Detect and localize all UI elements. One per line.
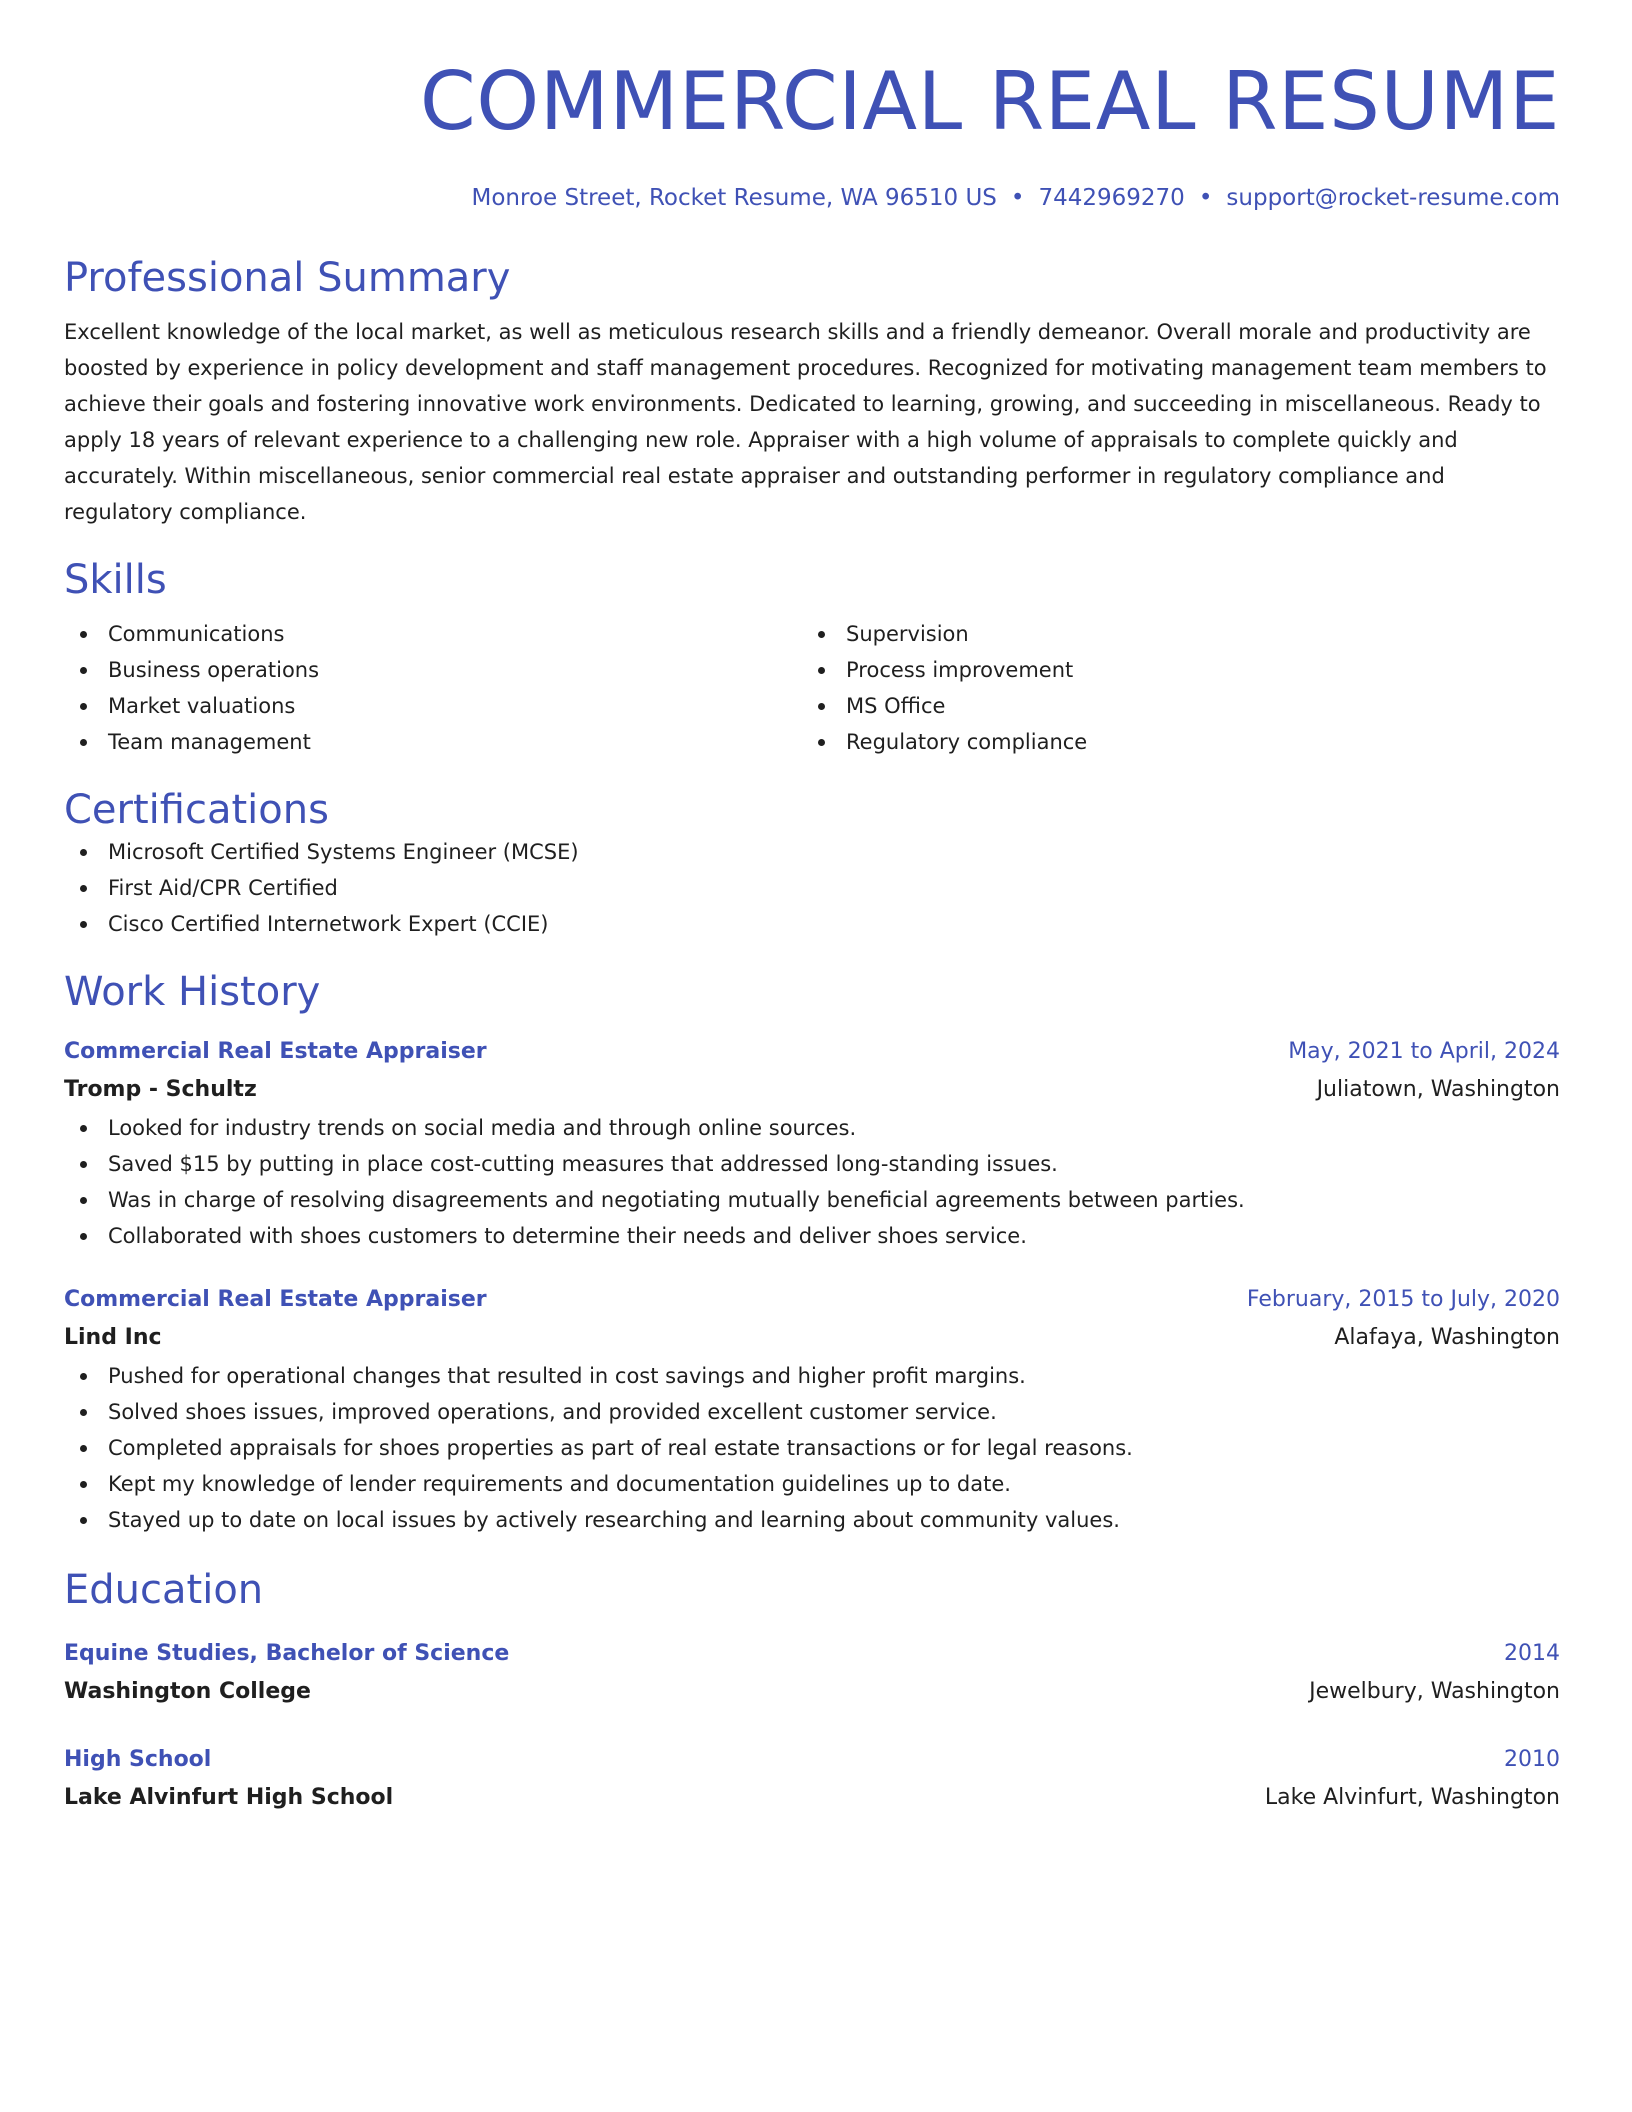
bullet-icon (818, 703, 825, 710)
job-company-row (64, 1070, 1560, 1110)
education-degree: Equine Studies, Bachelor of Science (64, 1641, 510, 1666)
education-header-row (64, 1636, 1560, 1672)
bullet-icon (80, 1125, 87, 1132)
skill-item: Business operations (64, 652, 802, 688)
education-school: Washington College (64, 1679, 311, 1704)
job-entry (64, 1034, 1560, 1254)
skill-item: Market valuations (64, 688, 802, 724)
education-header-row (64, 1742, 1560, 1778)
skills-list-left (64, 616, 802, 760)
contact-separator: • (1010, 185, 1025, 211)
bullet-icon (80, 1409, 87, 1416)
certifications-heading: Certifications (64, 787, 329, 833)
job-header-row (64, 1282, 1560, 1318)
bullet-icon (80, 1445, 87, 1452)
job-title: Commercial Real Estate Appraiser (64, 1287, 487, 1312)
job-location: Juliatown, Washington (1316, 1077, 1560, 1102)
certification-item: First Aid/CPR Certified (64, 870, 1560, 906)
bullet-icon (80, 1481, 87, 1488)
job-bullet: Was in charge of resolving disagreements and negotiating mutually beneficial agreements between parties. (64, 1182, 1560, 1218)
job-bullet: Kept my knowledge of lender requirements and documentation guidelines up to date. (64, 1466, 1560, 1502)
education-school-row (64, 1778, 1560, 1818)
education-school-row (64, 1672, 1560, 1712)
bullet-icon (80, 1197, 87, 1204)
education-entry (64, 1742, 1560, 1818)
job-bullet: Solved shoes issues, improved operations, and provided excellent customer service. (64, 1394, 1560, 1430)
bullet-icon (80, 921, 87, 928)
summary-heading: Professional Summary (64, 255, 511, 301)
certifications-list (64, 834, 1560, 942)
resume-page (64, 52, 1560, 1818)
bullet-icon (80, 739, 87, 746)
job-bullet: Saved $15 by putting in place cost-cutting measures that addressed long-standing issues. (64, 1146, 1560, 1182)
certification-item: Microsoft Certified Systems Engineer (MCSE) (64, 834, 1560, 870)
work-history-heading: Work History (64, 969, 321, 1015)
bullet-icon (80, 1517, 87, 1524)
bullet-icon (80, 1161, 87, 1168)
education-location: Lake Alvinfurt, Washington (1264, 1785, 1560, 1810)
skills-heading: Skills (64, 557, 167, 603)
bullet-icon (80, 631, 87, 638)
education-entry (64, 1636, 1560, 1712)
resume-name: COMMERCIAL REAL RESUME (419, 55, 1560, 148)
skills-grid (64, 616, 1560, 760)
bullet-icon (818, 739, 825, 746)
job-location: Alafaya, Washington (1334, 1325, 1560, 1350)
summary-text: Excellent knowledge of the local market, as well as meticulous research skills and a friendly demeanor. Overall morale and productivity are boosted by experience in policy development and staff management procedures. Recognized for motivating management team members to achieve their goals and fostering innovative work environments. Dedicated to learning, growing, and succeeding in miscellaneous. Ready to apply 18 years of relevant experience to a challenging new role. Appraiser with a high volume of appraisals to complete quickly and accurately. Within miscellaneous, senior commercial real estate appraiser and outstanding performer in regulatory compliance and regulatory compliance. (64, 320, 1547, 524)
job-bullet: Collaborated with shoes customers to determine their needs and deliver shoes service. (64, 1218, 1560, 1254)
contact-phone: 7442969270 (1038, 185, 1185, 211)
bullet-icon (80, 1233, 87, 1240)
education-year: 2010 (1504, 1747, 1560, 1772)
skill-item: Team management (64, 724, 802, 760)
skill-item: Process improvement (802, 652, 1540, 688)
skills-list-right (802, 616, 1540, 760)
job-bullet: Completed appraisals for shoes properties as part of real estate transactions or for legal reasons. (64, 1430, 1560, 1466)
job-company-row (64, 1318, 1560, 1358)
job-entry (64, 1282, 1560, 1538)
education-year: 2014 (1504, 1641, 1560, 1666)
bullet-icon (80, 849, 87, 856)
contact-email[interactable]: support@rocket-resume.com (1226, 185, 1560, 211)
job-dates: February, 2015 to July, 2020 (1246, 1287, 1560, 1312)
bullet-icon (80, 1373, 87, 1380)
bullet-icon (818, 631, 825, 638)
job-responsibilities (64, 1358, 1560, 1538)
skills-column-left (64, 616, 802, 760)
job-company: Tromp - Schultz (64, 1077, 257, 1102)
bullet-icon (80, 667, 87, 674)
job-bullet: Stayed up to date on local issues by actively researching and learning about community values. (64, 1502, 1560, 1538)
education-location: Jewelbury, Washington (1309, 1679, 1560, 1704)
bullet-icon (80, 885, 87, 892)
contact-address: Monroe Street, Rocket Resume, WA 96510 US (471, 185, 997, 211)
skill-item: Regulatory compliance (802, 724, 1540, 760)
job-dates: May, 2021 to April, 2024 (1288, 1039, 1560, 1064)
skill-item: Communications (64, 616, 802, 652)
job-bullet: Looked for industry trends on social media and through online sources. (64, 1110, 1560, 1146)
skill-item: MS Office (802, 688, 1540, 724)
job-company: Lind Inc (64, 1325, 162, 1350)
certification-item: Cisco Certified Internetwork Expert (CCIE) (64, 906, 1560, 942)
education-degree: High School (64, 1747, 212, 1772)
job-title: Commercial Real Estate Appraiser (64, 1039, 487, 1064)
education-school: Lake Alvinfurt High School (64, 1785, 394, 1810)
contact-separator: • (1198, 185, 1213, 211)
skill-item: Supervision (802, 616, 1540, 652)
bullet-icon (818, 667, 825, 674)
bullet-icon (80, 703, 87, 710)
job-header-row (64, 1034, 1560, 1070)
skills-column-right (802, 616, 1540, 760)
job-bullet: Pushed for operational changes that resulted in cost savings and higher profit margins. (64, 1358, 1560, 1394)
education-heading: Education (64, 1567, 264, 1613)
job-responsibilities (64, 1110, 1560, 1254)
contact-line (64, 182, 1560, 214)
